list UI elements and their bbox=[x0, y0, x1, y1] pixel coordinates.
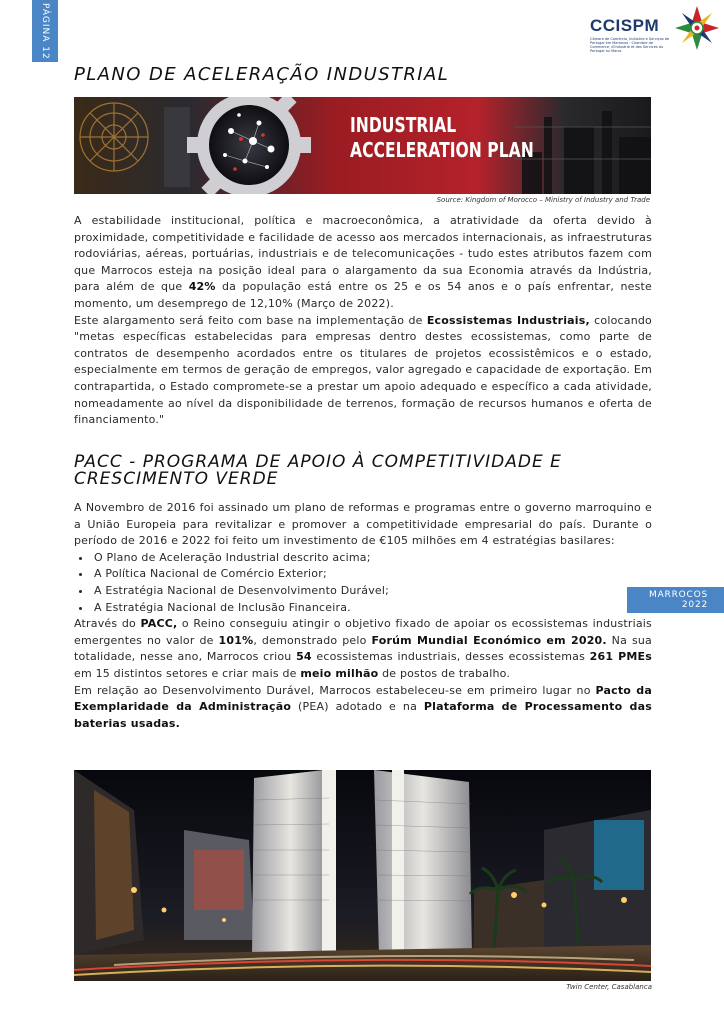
banner-source-caption: Source: Kingdom of Morocco – Ministry of Industry and Trade bbox=[436, 196, 650, 204]
photo-caption: Twin Center, Casablanca bbox=[566, 983, 652, 991]
paragraph-reforms: A Novembro de 2016 foi assinado um plano de reformas e programas entre o governo marroquino e a União Europeia para revitalizar e promover a competitividade empresarial do país. Durante o período de 2016 e 2022 foi feito um investimento de €105 milhões em 4 estratégias basilares: bbox=[74, 501, 652, 548]
strategies-list bbox=[74, 550, 652, 616]
page-number-label: PÁGINA 12 bbox=[40, 2, 50, 60]
logo-name: CCISPM bbox=[590, 16, 660, 35]
section-title-pacc: PACC - PROGRAMA DE APOIO À COMPETITIVIDADE E CRESCIMENTO VERDE bbox=[74, 452, 562, 489]
twin-center-photo bbox=[74, 770, 651, 981]
list-item: • A Estratégia Nacional de Desenvolvimento Durável; bbox=[92, 583, 652, 600]
city-night-photo bbox=[74, 770, 651, 981]
banner-title bbox=[350, 113, 534, 163]
industrial-acceleration-banner bbox=[74, 97, 651, 194]
pacc-text-block bbox=[74, 500, 652, 732]
page-number-tab bbox=[32, 0, 58, 62]
paragraph-ecosystems: Este alargamento será feito com base na implementação de Ecossistemas Industriais, colocando "metas específicas estabelecidas para empresas dentro destes ecossistemas, como parte de contratos de desempenho acordados entre os titulares de projetos ecossistêmicos e o estado, especialmente em termos de geração de empregos, valor agregado e capacidade de exportação. Em contrapartida, o Estado compromete-se a prestar um apoio adequado e específico a cada atividade, nomeadamente ao nível da disponibilidade de terrenos, formação de recursos humanos e oferta de financiamento." bbox=[74, 313, 652, 427]
paragraph-pacc-results: Através do PACC, o Reino conseguiu atingir o objetivo fixado de apoiar os ecossistemas industriais emergentes no valor de 101%, demonstrado pelo Forúm Mundial Económico em 2020. Na sua totalidade, nesse ano, Marrocos criou 54 ecossistemas industriais, desses ecossistemas 261 PMEs em 15 distintos setores e criar mais de meio milhão de postos de trabalho. bbox=[74, 617, 652, 680]
page-title: PLANO DE ACELERAÇÃO INDUSTRIAL bbox=[74, 64, 450, 85]
logo-subtitle: Câmara de Comércio, Indústria e Serviços de Portugal em Marrocos · Chambre de Commerce, d'Industrie et des Services du Portugal au Maroc bbox=[590, 37, 670, 53]
paragraph-sustainable: Em relação ao Desenvolvimento Durável, Marrocos estabeleceu-se em primeiro lugar no Pacto da Exemplaridade da Administração (PEA) adotado e na Plataforma de Processamento das baterias usadas. bbox=[74, 683, 652, 730]
intro-text-block bbox=[74, 213, 652, 429]
star-emblem-icon bbox=[674, 4, 720, 52]
side-tab-year: 2022 bbox=[681, 600, 708, 610]
list-item: • A Estratégia Nacional de Inclusão Financeira. bbox=[92, 600, 652, 617]
country-year-tab bbox=[627, 587, 724, 613]
banner-title-line2: ACCELERATION PLAN bbox=[350, 138, 534, 162]
list-item: • A Política Nacional de Comércio Exterior; bbox=[92, 566, 652, 583]
paragraph-stability: A estabilidade institucional, política e macroeconômica, a atratividade da oferta devido à proximidade, competitividade e facilidade de acesso aos mercados internacionais, as infraestruturas rodoviárias, aéreas, portuárias, industriais e de telecomunicações - tudo estes atributos fazem com que Marrocos esteja na posição ideal para o alargamento da sua Economia através da Indústria, para além de que 42% da população está entre os 25 e os 54 anos e o país enfrentar, neste momento, um desemprego de 12,10% (Março de 2022). bbox=[74, 214, 653, 310]
banner-title-line1: INDUSTRIAL bbox=[350, 113, 457, 137]
ccispm-logo bbox=[590, 4, 720, 54]
side-tab-country: MARROCOS bbox=[649, 590, 708, 600]
list-item: • O Plano de Aceleração Industrial descrito acima; bbox=[92, 550, 652, 567]
